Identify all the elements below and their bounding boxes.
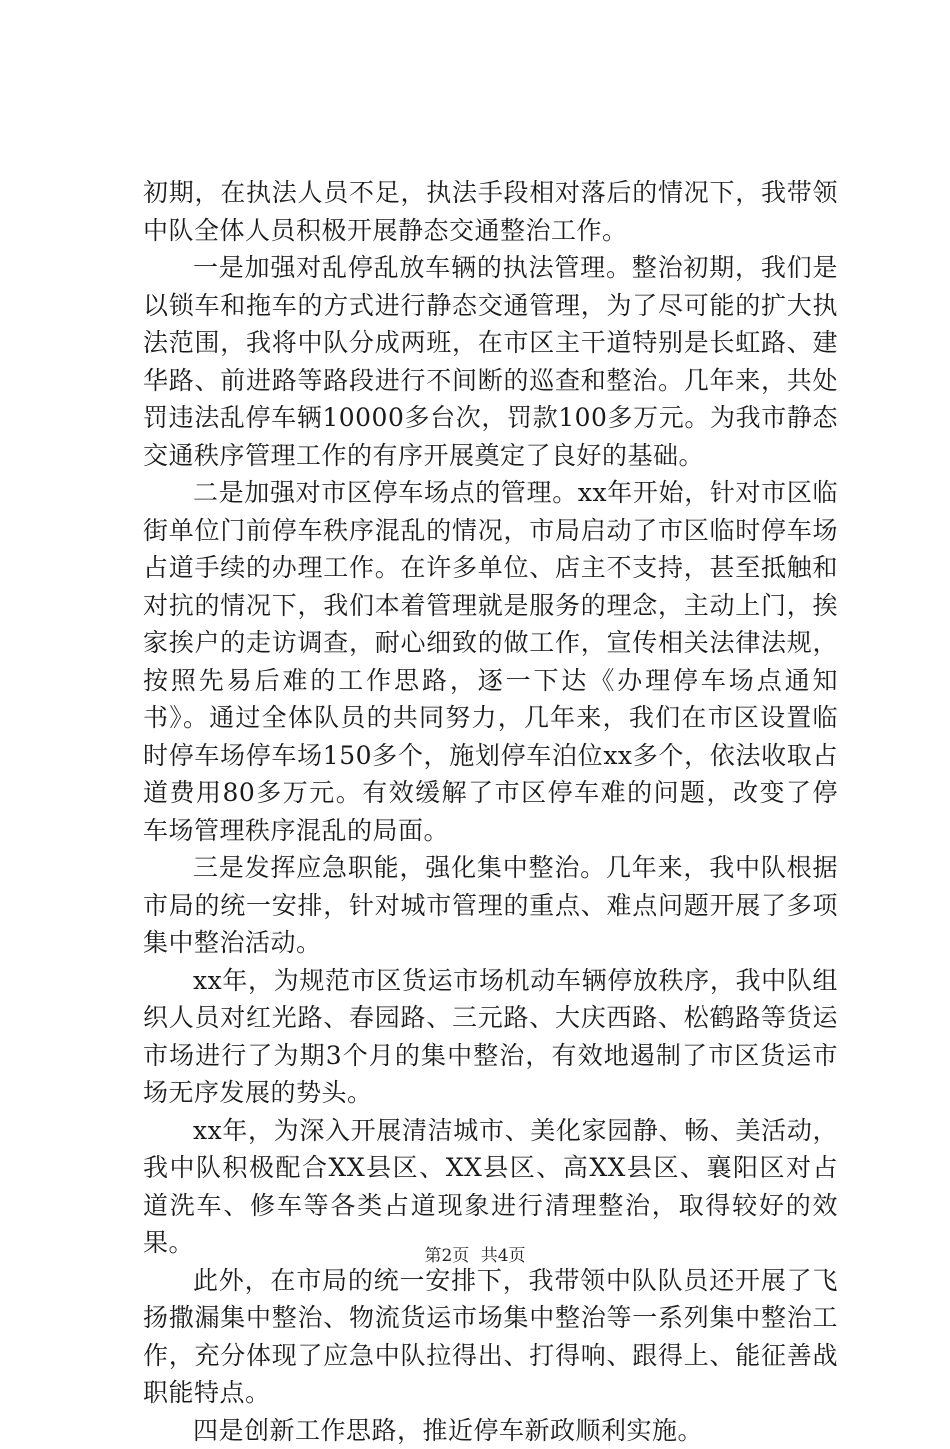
paragraph-7: 此外，在市局的统一安排下，我带领中队队员还开展了飞扬撒漏集中整治、物流货运市场集中整治等一系列集中整治工作，充分体现了应急中队拉得出、打得响、跟得上、能征善战职能特点。 bbox=[143, 1262, 838, 1412]
paragraph-8: 四是创新工作思路，推近停车新政顺利实施。 bbox=[143, 1412, 838, 1449]
page-total: 共4页 bbox=[481, 1246, 526, 1266]
page-footer bbox=[0, 1241, 950, 1266]
paragraph-6: xx年，为深入开展清洁城市、美化家园静、畅、美活动，我中队积极配合XX县区、XX县区、高XX县区、襄阳区对占道洗车、修车等各类占道现象进行清理整治，取得较好的效果。 bbox=[143, 1112, 838, 1262]
paragraph-3: 二是加强对市区停车场点的管理。xx年开始，针对市区临街单位门前停车秩序混乱的情况，市局启动了市区临时停车场占道手续的办理工作。在许多单位、店主不支持，甚至抵触和对抗的情况下，我们本着管理就是服务的理念，主动上门，挨家挨户的走访调查，耐心细致的做工作，宣传相关法律法规，按照先易后难的工作思路，逐一下达《办理停车场点通知书》。通过全体队员的共同努力，几年来，我们在市区设置临时停车场停车场150多个，施划停车泊位xx多个，依法收取占道费用80多万元。有效缓解了市区停车难的问题，改变了停车场管理秩序混乱的局面。 bbox=[143, 474, 838, 849]
paragraph-5: xx年，为规范市区货运市场机动车辆停放秩序，我中队组织人员对红光路、春园路、三元路、大庆西路、松鹤路等货运市场进行了为期3个月的集中整治，有效地遏制了市区货运市场无序发展的势头。 bbox=[143, 962, 838, 1112]
paragraph-1: 初期，在执法人员不足，执法手段相对落后的情况下，我带领中队全体人员积极开展静态交通整治工作。 bbox=[143, 174, 838, 249]
paragraph-4: 三是发挥应急职能，强化集中整治。几年来，我中队根据市局的统一安排，针对城市管理的重点、难点问题开展了多项集中整治活动。 bbox=[143, 849, 838, 962]
page-number: 第2页 bbox=[424, 1246, 469, 1266]
paragraph-2: 一是加强对乱停乱放车辆的执法管理。整治初期，我们是以锁车和拖车的方式进行静态交通管理，为了尽可能的扩大执法范围，我将中队分成两班，在市区主干道特别是长虹路、建华路、前进路等路段进行不间断的巡查和整治。几年来，共处罚违法乱停车辆10000多台次，罚款100多万元。为我市静态交通秩序管理工作的有序开展奠定了良好的基础。 bbox=[143, 249, 838, 474]
